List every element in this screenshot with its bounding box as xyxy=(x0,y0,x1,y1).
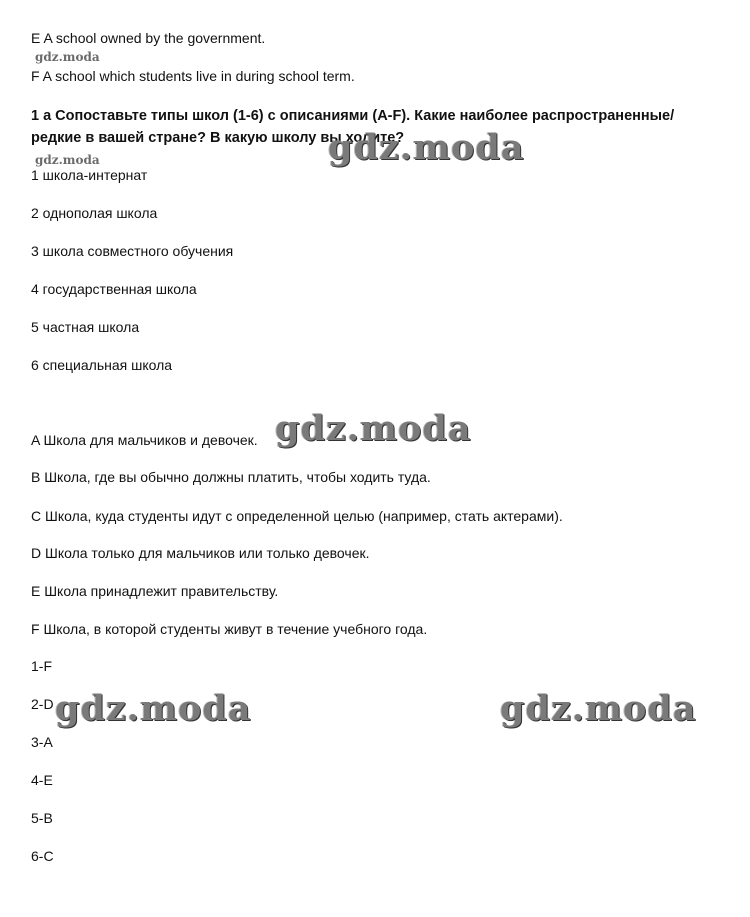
list-item-desc-f: F Школа, в которой студенты живут в течение учебного года. xyxy=(31,621,428,637)
list-item-type-1: 1 школа-интернат xyxy=(31,167,148,183)
answer-6: 6-C xyxy=(31,848,54,864)
answer-2: 2-D xyxy=(31,696,54,712)
list-item-desc-a: A Школа для мальчиков и девочек. xyxy=(31,432,258,448)
answer-5: 5-B xyxy=(31,810,53,826)
list-item-type-4: 4 государственная школа xyxy=(31,281,197,297)
answer-3: 3-A xyxy=(31,734,53,750)
text-line-e: E A school owned by the government. xyxy=(31,30,266,46)
list-item-desc-c: C Школа, куда студенты идут с определенной целью (например, стать актерами). xyxy=(31,508,563,524)
watermark-large-4: gdz.moda xyxy=(500,688,697,729)
text-line-f: F A school which students live in during school term. xyxy=(31,68,355,84)
watermark-large-3: gdz.moda xyxy=(55,688,252,729)
watermark-small-1: gdz.moda xyxy=(35,50,100,64)
watermark-large-1: gdz.moda xyxy=(328,127,525,168)
list-item-type-2: 2 однополая школа xyxy=(31,205,158,221)
list-item-type-5: 5 частная школа xyxy=(31,319,140,335)
list-item-type-6: 6 специальная школа xyxy=(31,357,173,373)
list-item-desc-d: D Школа только для мальчиков или только девочек. xyxy=(31,545,370,561)
list-item-desc-e: E Школа принадлежит правительству. xyxy=(31,583,279,599)
list-item-type-3: 3 школа совместного обучения xyxy=(31,243,234,259)
answer-4: 4-E xyxy=(31,772,53,788)
watermark-small-2: gdz.moda xyxy=(35,153,100,167)
watermark-large-2: gdz.moda xyxy=(275,408,472,449)
task-heading: 1 a Сопоставьте типы школ (1-6) с описаниями (A-F). Какие наиболее распространенные/редкие в вашей стране? В какую школу вы ходите? xyxy=(31,108,675,146)
answer-1: 1-F xyxy=(31,658,52,674)
list-item-desc-b: B Школа, где вы обычно должны платить, чтобы ходить туда. xyxy=(31,469,431,485)
